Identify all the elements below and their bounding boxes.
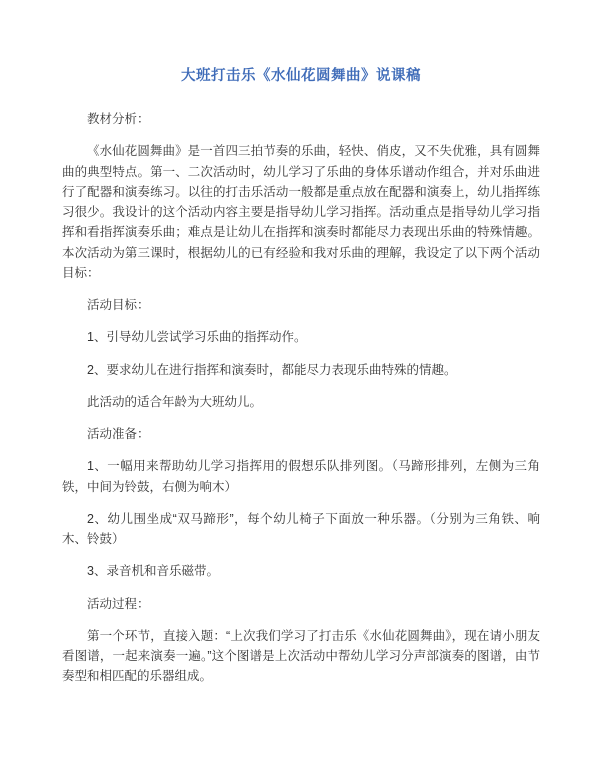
paragraph: 此活动的适合年龄为大班幼儿。 bbox=[87, 394, 263, 409]
paragraph: 活动准备： bbox=[87, 427, 150, 441]
paragraph: 1、引导幼儿尝试学习乐曲的指挥动作。 bbox=[87, 330, 307, 345]
paragraph: 1、一幅用来帮助幼儿学习指挥用的假想乐队排列图。（马蹄形排列，左侧为三角铁，中间为铃鼓，右侧为响木） bbox=[62, 459, 540, 494]
paragraph: 活动目标： bbox=[87, 298, 150, 312]
paragraph: 3、录音机和音乐磁带。 bbox=[87, 564, 219, 579]
paragraph: 《水仙花圆舞曲》是一首四三拍节奏的乐曲，轻快、俏皮，又不失优雅，具有圆舞曲的典型特点。第一、二次活动时，幼儿学习了乐曲的身体乐谱动作组合，并对乐曲进行了配器和演奏练习。以往的打击乐活动一般都是重点放在配器和演奏上，幼儿指挥练习很少。我设计的这个活动内容主要是指导幼儿学习指挥。活动重点是指导幼儿学习指挥和看指挥演奏乐曲；难点是让幼儿在指挥和演奏时都能尽力表现出乐曲的特殊情趣。本次活动为第三课时，根据幼儿的已有经验和我对乐曲的理解，我设定了以下两个活动目标： bbox=[62, 144, 540, 280]
paragraph: 活动过程： bbox=[87, 596, 150, 611]
page-title: 大班打击乐《水仙花圆舞曲》说课稿 bbox=[181, 68, 421, 84]
paragraph: 第一个环节，直接入题：“上次我们学习了打击乐《水仙花圆舞曲》，现在请小朋友看图谱，一起来演奏一遍。”这个图谱是上次活动中帮幼儿学习分声部演奏的图谱，由节奏型和相匹配的乐器组成。 bbox=[62, 628, 540, 684]
paragraph: 2、要求幼儿在进行指挥和演奏时，都能尽力表现乐曲特殊的情趣。 bbox=[87, 362, 457, 377]
paragraph: 教材分析： bbox=[87, 112, 150, 126]
paragraph: 2、幼儿围坐成“双马蹄形”，每个幼儿椅子下面放一种乐器。（分别为三角铁、响木、铃鼓） bbox=[62, 511, 540, 546]
